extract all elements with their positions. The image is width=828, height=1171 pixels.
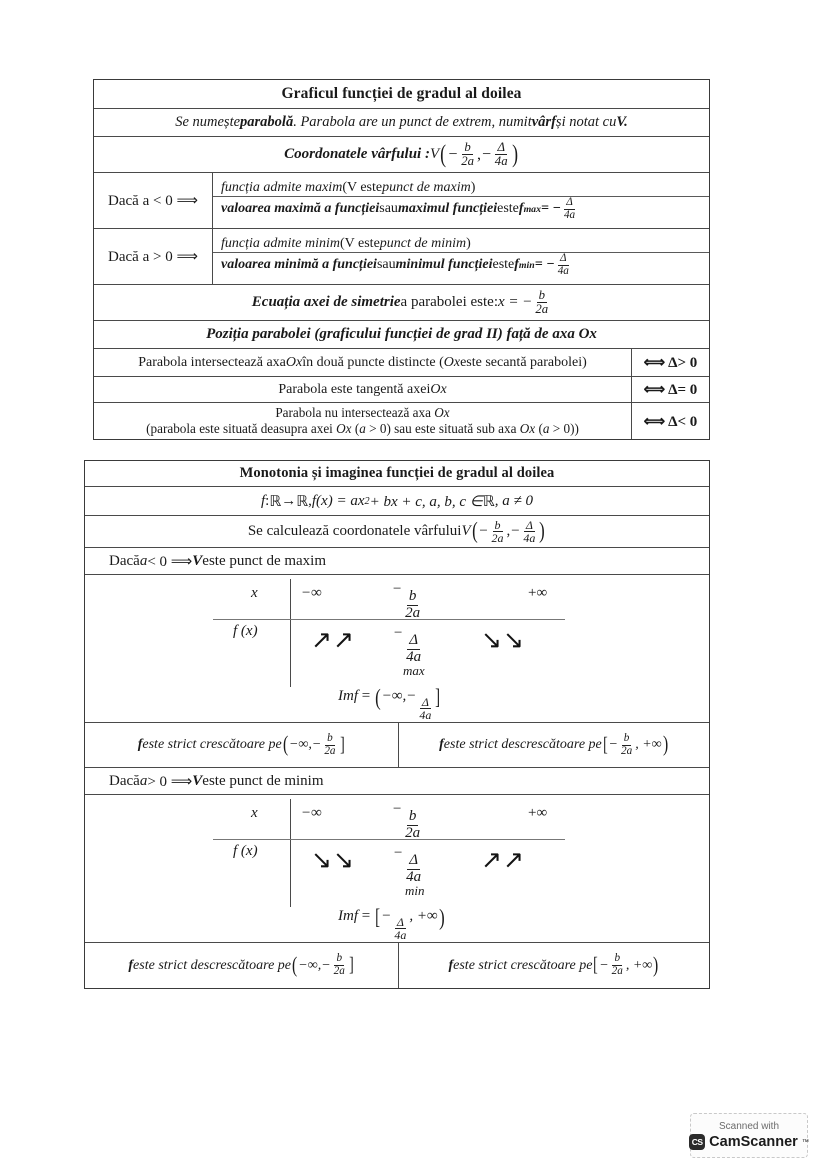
ox-axis: Ox xyxy=(443,354,461,370)
valoarea-maxima: valoarea maximă a funcției xyxy=(221,201,380,216)
admite-minim: funcția admite minim xyxy=(221,235,340,251)
imf-label: Imf xyxy=(338,908,358,924)
table-row xyxy=(94,137,709,173)
fraction-delta-4a xyxy=(562,197,577,221)
sau: sau xyxy=(376,257,396,272)
mono-max-right xyxy=(399,723,709,767)
colon: : xyxy=(265,492,270,509)
var-extremum-type: max xyxy=(403,663,425,678)
delta-row-1-text xyxy=(94,349,632,376)
interval-to: , +∞ xyxy=(635,737,662,752)
fraction-b-2a xyxy=(332,953,347,977)
table-row xyxy=(85,487,709,516)
table-row xyxy=(94,285,709,321)
v-este: (V este xyxy=(340,235,380,251)
table-row xyxy=(85,575,709,723)
frac-den: 2a xyxy=(611,965,623,977)
fraction-delta-4a xyxy=(392,916,408,942)
var-fx-label: f (x) xyxy=(233,843,258,859)
text-e: > 0)) xyxy=(549,421,579,436)
frac-num: Δ xyxy=(525,517,533,532)
frac-num: b xyxy=(494,517,501,532)
fraction-b-2a xyxy=(403,809,422,841)
paren-open-icon: ( xyxy=(440,140,447,168)
minus-sign: − xyxy=(510,523,521,539)
fraction-b-2a xyxy=(322,733,337,757)
def-varf: vârf xyxy=(531,114,556,130)
case-min-label xyxy=(85,768,709,794)
text-c: este secantă parabolei) xyxy=(460,354,587,370)
condition-label: Dacă a < 0 ⟹ xyxy=(108,193,198,209)
interval-close-icon: ] xyxy=(435,684,441,709)
frac-den: 4a xyxy=(394,928,407,943)
table1-definition xyxy=(94,109,709,136)
table-row xyxy=(94,349,709,377)
punct-de-minim: punct de minim xyxy=(379,235,467,251)
watermark-top-text: Scanned with xyxy=(718,1121,780,1132)
table-row xyxy=(94,229,709,285)
frac-den: 2a xyxy=(405,824,421,841)
var-extremum-type: min xyxy=(405,883,425,898)
ecuatia-axei: Ecuația axei de simetrie xyxy=(251,294,401,310)
interval-to: , +∞ xyxy=(625,957,653,973)
var-minus-infinity: −∞ xyxy=(301,805,322,821)
minus-sign: − xyxy=(481,145,492,163)
punct-de-maxim: punct de maxim xyxy=(382,179,471,195)
interval-close-icon: ] xyxy=(348,954,354,977)
variation-horizontal-divider xyxy=(213,619,565,620)
a-var: a xyxy=(139,552,148,569)
frac-num: Δ xyxy=(409,632,419,649)
interval-from: −∞, xyxy=(288,737,312,752)
arrows-increasing-icon: ↗↗ xyxy=(311,627,355,654)
a-var: a xyxy=(359,421,366,436)
table-monotonia-imaginea xyxy=(84,460,710,989)
frac-den: 2a xyxy=(324,744,336,757)
text-a: (parabola este situată deasupra axei xyxy=(146,421,337,436)
frac-den: 4a xyxy=(406,648,422,665)
var-x-label: x xyxy=(251,805,258,821)
frac-num: b xyxy=(327,731,333,744)
fx-rest: + bx + c, a, b, c ∈ xyxy=(369,493,483,510)
frac-den: 2a xyxy=(333,965,345,977)
interval-right: , +∞ xyxy=(409,908,438,924)
ox-axis: Ox xyxy=(519,421,536,436)
x-equals: x = − xyxy=(497,294,533,310)
text-a: Parabola nu intersectează axa xyxy=(275,405,435,421)
este: este xyxy=(497,201,519,216)
equals: = xyxy=(358,688,374,704)
exponent-2: 2 xyxy=(364,495,370,507)
f-symbol: f xyxy=(448,957,454,973)
daca-text: Dacă xyxy=(109,552,140,569)
interval-left: −∞, xyxy=(381,688,407,704)
fraction-delta-4a xyxy=(493,141,510,168)
comma: , xyxy=(506,523,511,539)
v-este: (V este xyxy=(342,179,383,195)
minus-sign: − xyxy=(393,845,404,861)
table-row xyxy=(94,377,709,403)
paren-close-icon: ) xyxy=(539,518,546,545)
camscanner-logo-icon: CS xyxy=(689,1134,705,1150)
condition-label: Dacă a > 0 ⟹ xyxy=(108,249,198,265)
f-subscript: max xyxy=(523,203,541,215)
frac-num: Δ xyxy=(421,694,429,709)
mono-min-left xyxy=(85,943,399,988)
table2-title: Monotonia și imaginea funcției de gradul al doilea xyxy=(239,465,555,481)
interval-open-icon: ( xyxy=(375,684,381,711)
table-row xyxy=(85,461,709,487)
interval-close-icon: ) xyxy=(662,732,668,757)
ox-axis: Ox xyxy=(430,381,447,397)
text-b: ( xyxy=(351,421,360,436)
table-row xyxy=(85,943,709,988)
frac-num: b xyxy=(623,731,630,744)
imf-label: Imf xyxy=(338,688,358,704)
close-paren: ) xyxy=(470,179,476,195)
punct-maxim: este punct de maxim xyxy=(202,552,327,569)
camscanner-watermark xyxy=(690,1113,808,1158)
case-negative-lines xyxy=(213,180,709,221)
fraction-delta-4a xyxy=(556,253,571,277)
R-codomain: ℝ xyxy=(296,493,309,510)
var-critical-point xyxy=(392,801,423,841)
function-definition xyxy=(85,487,709,515)
interval-open-icon: [ xyxy=(602,733,608,756)
table-row xyxy=(85,723,709,768)
delta-condition-2: ⟺ Δ= 0 xyxy=(643,382,698,398)
frac-den: 4a xyxy=(523,531,536,545)
mono-min-right xyxy=(399,943,709,988)
text-a: Parabola intersectează axa xyxy=(138,354,286,370)
lt-zero: < 0 ⟹ xyxy=(147,553,193,570)
case-max-label xyxy=(85,548,709,574)
text-a: Parabola este tangentă axei xyxy=(278,381,431,397)
arrow-right-icon: → xyxy=(281,492,297,509)
a-var: a xyxy=(139,772,148,789)
valoarea-minima: valoarea minimă a funcției xyxy=(221,257,377,272)
interval-close-icon: ] xyxy=(339,733,345,756)
interval-open-icon: ( xyxy=(282,732,288,757)
vertex-computation-row xyxy=(85,516,709,547)
paren-close-icon: ) xyxy=(511,140,518,168)
minus-sign: − xyxy=(478,523,489,539)
paren-open-icon: ( xyxy=(471,518,478,545)
interval-close-icon: ) xyxy=(438,904,445,931)
mono-text: este strict crescătoare pe xyxy=(142,737,282,752)
arrows-decreasing-icon: ↘↘ xyxy=(311,847,355,874)
case-positive-line2 xyxy=(213,253,709,277)
comma: , xyxy=(308,492,312,509)
delta-condition-3: ⟺ Δ< 0 xyxy=(643,413,698,430)
image-of-function-min xyxy=(338,904,445,943)
var-plus-infinity: +∞ xyxy=(528,805,548,821)
interval-open-icon: ( xyxy=(292,952,298,977)
table1-vertex-coords xyxy=(94,137,709,172)
V-symbol: V xyxy=(192,552,203,569)
vertex-label: Coordonatele vârfului : xyxy=(284,146,430,162)
mono-text: este strict descrescătoare pe xyxy=(443,737,602,752)
def-part3: . Parabola are un punct de extrem, numit xyxy=(293,114,532,130)
interval-from: −∞, xyxy=(298,957,322,973)
este: este xyxy=(492,257,515,272)
frac-num: Δ xyxy=(559,251,567,264)
interval-close-icon: ) xyxy=(653,952,659,977)
f-symbol: f xyxy=(261,492,266,509)
table-row xyxy=(94,109,709,137)
frac-num: Δ xyxy=(497,139,505,154)
axis-rest: a parabolei este: xyxy=(400,294,498,310)
f-symbol: f xyxy=(128,957,134,973)
var-x-label: x xyxy=(251,585,258,601)
case-negative-line1 xyxy=(213,180,709,197)
fraction-b-2a xyxy=(610,953,625,977)
minus-sign: − xyxy=(392,581,403,597)
delta-row-3-line1 xyxy=(275,405,449,421)
axis-of-symmetry-row xyxy=(94,285,709,320)
def-part1: Se numește xyxy=(175,114,241,130)
case-positive-line1 xyxy=(213,236,709,253)
frac-num: Δ xyxy=(396,914,404,929)
close-paren: ) xyxy=(466,235,471,251)
R-domain: ℝ xyxy=(269,493,282,510)
trademark-symbol: ™ xyxy=(801,1138,809,1146)
frac-num: b xyxy=(614,952,621,965)
text-b: în două puncte distincte ( xyxy=(302,354,444,370)
minus-sign: − xyxy=(608,737,618,752)
f-subscript: min xyxy=(518,259,535,271)
arrows-decreasing-icon: ↘↘ xyxy=(481,627,525,654)
case-negative-line2 xyxy=(213,197,709,221)
def-V: V. xyxy=(616,114,628,130)
frac-den: 2a xyxy=(535,302,549,316)
variation-vertical-divider xyxy=(290,799,291,907)
minus-sign: − xyxy=(381,908,392,924)
frac-num: Δ xyxy=(409,852,419,869)
variation-table-max xyxy=(85,575,709,722)
table2-body xyxy=(84,460,710,989)
table-row xyxy=(85,548,709,575)
delta-row-3-line2 xyxy=(146,421,579,437)
case-positive-lines xyxy=(213,236,709,277)
table-row xyxy=(85,795,709,943)
frac-den: 4a xyxy=(563,208,576,221)
vertex-text: Se calculează coordonatele vârfului xyxy=(247,523,462,539)
fraction-b-2a xyxy=(533,289,550,316)
var-plus-infinity: +∞ xyxy=(528,585,548,601)
text-d: ( xyxy=(535,421,543,436)
admite-maxim: funcția admite maxim xyxy=(221,179,343,195)
table-row xyxy=(94,321,709,349)
fraction-delta-4a xyxy=(521,519,537,545)
def-part5: și notat cu xyxy=(555,114,617,130)
frac-den: 4a xyxy=(494,154,508,168)
minus-sign: − xyxy=(393,625,404,641)
def-parabola: parabolă xyxy=(240,114,294,130)
a-var: a xyxy=(542,421,550,436)
fraction-delta-4a xyxy=(404,633,423,665)
minus-sign: − xyxy=(321,957,331,973)
punct-minim: este punct de minim xyxy=(202,772,324,789)
fraction-b-2a xyxy=(490,519,506,545)
var-extremum-value xyxy=(393,625,424,665)
f-symbol: f xyxy=(439,737,444,752)
text-c: > 0) sau este situată sub axa xyxy=(365,421,520,436)
interval-open-icon: [ xyxy=(593,954,599,977)
variation-vertical-divider xyxy=(290,579,291,687)
equals-minus: = − xyxy=(534,257,555,272)
fraction-b-2a xyxy=(459,141,476,168)
ox-axis: Ox xyxy=(434,405,450,421)
daca-text: Dacă xyxy=(109,772,140,789)
table-row xyxy=(94,403,709,439)
vertex-V: V xyxy=(461,523,471,539)
table-row xyxy=(94,80,709,109)
minus-sign: − xyxy=(311,737,322,752)
variation-table-min xyxy=(85,795,709,942)
ox-axis: Ox xyxy=(336,421,352,436)
variation-diagram-max xyxy=(85,575,709,722)
fraction-delta-4a xyxy=(404,853,423,885)
equals: = xyxy=(358,908,374,924)
frac-den: 2a xyxy=(621,744,633,757)
comma: , xyxy=(477,145,481,163)
condition-a-negative xyxy=(94,173,213,228)
vertex-V: V xyxy=(429,146,440,162)
delta-row-2-text xyxy=(94,377,632,402)
frac-den: 4a xyxy=(406,868,422,885)
delta-condition-1: ⟺ Δ> 0 xyxy=(643,355,698,371)
minus-sign: − xyxy=(447,145,459,163)
minus-sign: − xyxy=(599,957,609,973)
var-critical-point xyxy=(392,581,423,621)
f-symbol: f xyxy=(518,201,524,216)
gt-zero: > 0 ⟹ xyxy=(147,773,193,790)
f-symbol: f xyxy=(137,737,143,752)
position-header: Poziția parabolei (graficului funcției de grad II) față de axa Ox xyxy=(206,326,597,342)
case-negative-content xyxy=(213,173,709,228)
maximul-functiei: maximul funcției xyxy=(397,201,498,216)
sau: sau xyxy=(379,201,398,216)
fraction-delta-4a xyxy=(417,696,433,722)
mono-text: este strict crescătoare pe xyxy=(453,957,593,973)
frac-num: b xyxy=(408,808,417,825)
ox-axis: Ox xyxy=(285,354,303,370)
minimul-functiei: minimul funcției xyxy=(395,257,493,272)
frac-num: b xyxy=(464,139,471,154)
frac-den: 2a xyxy=(405,604,421,621)
frac-den: 4a xyxy=(557,264,569,277)
delta-row-3-lines xyxy=(146,405,579,436)
watermark-brand: CamScanner xyxy=(709,1134,798,1150)
image-of-function-max xyxy=(338,684,442,723)
table-row xyxy=(85,516,709,548)
R-set: ℝ xyxy=(482,493,495,510)
var-minus-infinity: −∞ xyxy=(301,585,322,601)
arrows-increasing-icon: ↗↗ xyxy=(481,847,525,874)
table-graficul-functiei xyxy=(93,79,710,440)
equals-minus: = − xyxy=(540,201,561,216)
minus-sign: − xyxy=(392,801,403,817)
interval-open-icon: [ xyxy=(375,904,381,929)
frac-den: 4a xyxy=(419,708,432,723)
case-positive-content xyxy=(213,229,709,284)
frac-den: 2a xyxy=(461,154,474,168)
table-row xyxy=(94,173,709,229)
fx-expression: f(x) = ax xyxy=(311,492,365,509)
table-row xyxy=(85,768,709,795)
mono-max-left xyxy=(85,723,399,767)
watermark-brand-row xyxy=(689,1134,809,1150)
V-symbol: V xyxy=(192,772,203,789)
mono-text: este strict descrescătoare pe xyxy=(133,957,292,973)
table1-title: Graficul funcției de gradul al doilea xyxy=(281,85,522,102)
var-extremum-value xyxy=(393,845,424,885)
frac-num: b xyxy=(538,287,545,302)
a-not-zero: , a ≠ 0 xyxy=(494,492,533,509)
delta-row-3-text xyxy=(94,403,632,439)
fraction-b-2a xyxy=(403,589,422,621)
var-fx-label: f (x) xyxy=(233,623,258,639)
frac-num: Δ xyxy=(566,195,573,208)
frac-num: b xyxy=(336,952,343,965)
frac-num: b xyxy=(408,588,417,605)
condition-a-positive xyxy=(94,229,213,284)
frac-den: 2a xyxy=(491,531,504,545)
minus-sign: − xyxy=(406,688,417,704)
fraction-b-2a xyxy=(619,733,634,757)
variation-diagram-min xyxy=(85,795,709,942)
f-symbol: f xyxy=(514,257,519,272)
table1-body xyxy=(93,79,710,440)
variation-horizontal-divider xyxy=(213,839,565,840)
